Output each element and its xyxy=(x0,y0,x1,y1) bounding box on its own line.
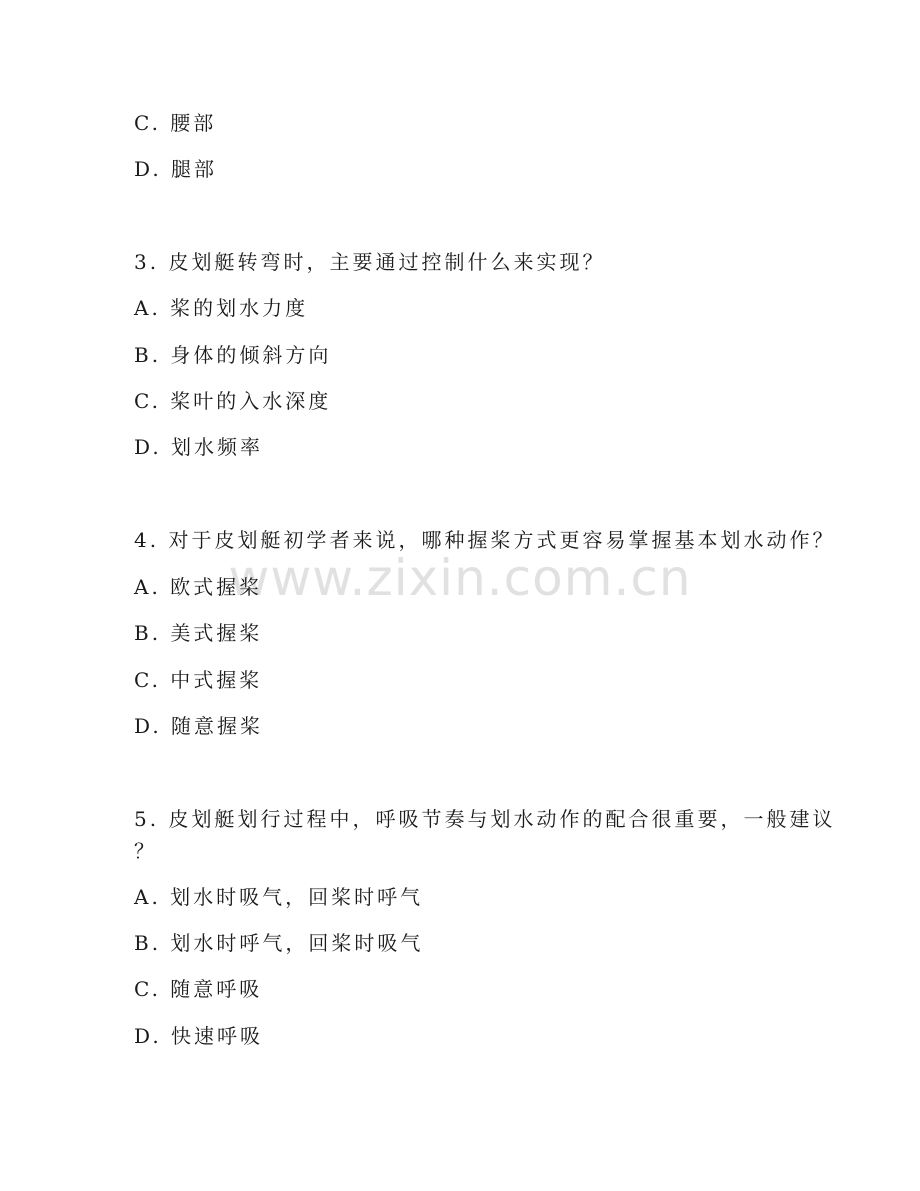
option-q2-c: C. 腰部 xyxy=(134,111,217,135)
option-q3-c: C. 桨叶的入水深度 xyxy=(134,389,332,413)
option-q3-b: B. 身体的倾斜方向 xyxy=(134,343,332,367)
option-q4-b: B. 美式握桨 xyxy=(134,621,263,645)
option-q5-a: A. 划水时吸气，回桨时呼气 xyxy=(134,885,424,909)
option-q5-c: C. 随意呼吸 xyxy=(134,977,263,1001)
option-q2-d: D. 腿部 xyxy=(134,157,218,181)
option-q4-a: A. 欧式握桨 xyxy=(134,575,263,599)
watermark: www.zixin.com.cn xyxy=(228,549,692,607)
option-q3-a: A. 桨的划水力度 xyxy=(134,296,309,320)
question-3: 3. 皮划艇转弯时，主要通过控制什么来实现？ xyxy=(134,250,606,274)
question-5-continuation: ？ xyxy=(134,839,157,863)
option-q3-d: D. 划水频率 xyxy=(134,435,264,459)
option-q5-d: D. 快速呼吸 xyxy=(134,1024,264,1048)
option-q4-c: C. 中式握桨 xyxy=(134,668,263,692)
option-q5-b: B. 划水时呼气，回桨时吸气 xyxy=(134,931,424,955)
option-q4-d: D. 随意握桨 xyxy=(134,714,264,738)
question-4: 4. 对于皮划艇初学者来说，哪种握桨方式更容易掌握基本划水动作？ xyxy=(134,528,836,552)
question-5: 5. 皮划艇划行过程中，呼吸节奏与划水动作的配合很重要，一般建议 xyxy=(134,807,836,831)
